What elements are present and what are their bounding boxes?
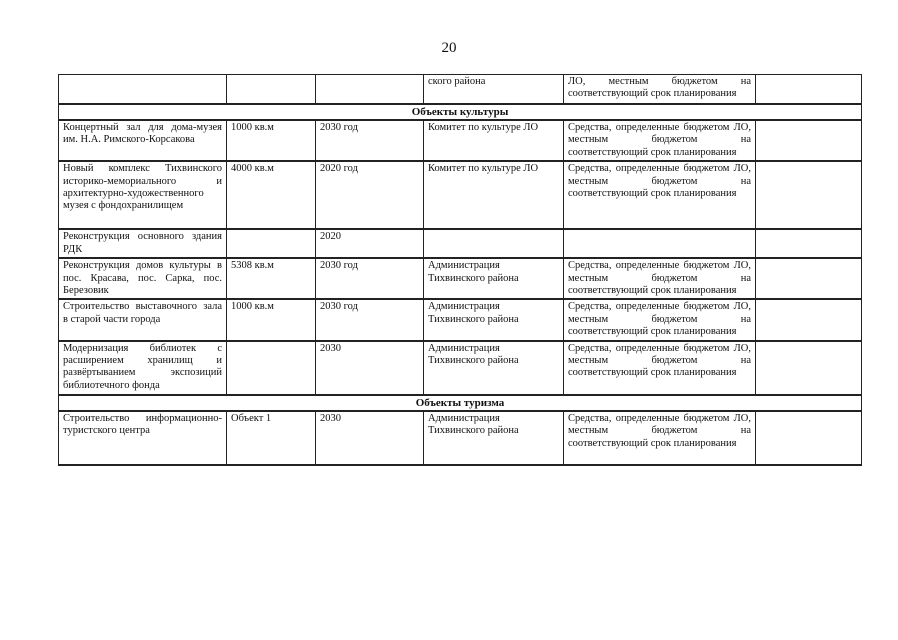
cell-capacity: 5308 кв.м [227, 258, 316, 299]
cell-funding: Средства, определенные бюджетом ЛО, местным бюджетом на соответствующий срок планирования [564, 299, 756, 340]
cell-note [756, 299, 862, 340]
cell-deadline: 2030 [316, 411, 424, 465]
cell-note [756, 229, 862, 258]
planning-table [58, 74, 862, 466]
table-row [59, 411, 862, 465]
cell-capacity: 1000 кв.м [227, 299, 316, 340]
cell-capacity [227, 341, 316, 395]
cell-deadline: 2030 год [316, 120, 424, 161]
cell-capacity: 4000 кв.м [227, 161, 316, 229]
cell-note [756, 161, 862, 229]
section-header-row [59, 104, 862, 120]
table-row [59, 229, 862, 258]
cell-note [756, 120, 862, 161]
cell-deadline: 2020 год [316, 161, 424, 229]
cell-responsible: Комитет по культуре ЛО [424, 120, 564, 161]
cell-note [756, 75, 862, 104]
cell-capacity: Объект 1 [227, 411, 316, 465]
cell-note [756, 411, 862, 465]
cell-funding: ЛО, местным бюджетом на соответствующий срок планирования [564, 75, 756, 104]
table-row [59, 341, 862, 395]
cell-deadline [316, 75, 424, 104]
cell-funding: Средства, определенные бюджетом ЛО, местным бюджетом на соответствующий срок планирования [564, 120, 756, 161]
cell-funding: Средства, определенные бюджетом ЛО, местным бюджетом на соответствующий срок планирования [564, 341, 756, 395]
cell-capacity: 1000 кв.м [227, 120, 316, 161]
cell-object: Реконструкция основного здания РДК [59, 229, 227, 258]
cell-responsible: Администрация Тихвинского района [424, 299, 564, 340]
section-title: Объекты культуры [59, 104, 862, 120]
cell-object: Строительство выставочного зала в старой части города [59, 299, 227, 340]
table-row [59, 299, 862, 340]
table-row [59, 120, 862, 161]
section-header-row [59, 395, 862, 411]
cell-funding: Средства, определенные бюджетом ЛО, местным бюджетом на соответствующий срок планирования [564, 161, 756, 229]
cell-object [59, 75, 227, 104]
cell-object: Концертный зал для дома-музея им. Н.А. Римского-Корсакова [59, 120, 227, 161]
cell-responsible: Администрация Тихвинского района [424, 258, 564, 299]
cell-object: Новый комплекс Тихвинского историко-мемориального и архитектурно-художественного музея с фондохранилищем [59, 161, 227, 229]
cell-object: Строительство информационно-туристского центра [59, 411, 227, 465]
cell-note [756, 258, 862, 299]
cell-object: Модернизация библиотек с расширением хранилищ и развёртыванием экспозиций библиотечного фонда [59, 341, 227, 395]
table-row [59, 161, 862, 229]
cell-capacity [227, 75, 316, 104]
cell-responsible: ского района [424, 75, 564, 104]
table-row-continuation [59, 75, 862, 104]
cell-funding [564, 229, 756, 258]
cell-responsible: Администрация Тихвинского района [424, 341, 564, 395]
cell-responsible: Комитет по культуре ЛО [424, 161, 564, 229]
page-number: 20 [441, 40, 457, 56]
cell-capacity [227, 229, 316, 258]
section-title: Объекты туризма [59, 395, 862, 411]
cell-deadline: 2020 [316, 229, 424, 258]
cell-deadline: 2030 год [316, 299, 424, 340]
cell-object: Реконструкция домов культуры в пос. Красава, пос. Сарка, пос. Березовик [59, 258, 227, 299]
cell-deadline: 2030 год [316, 258, 424, 299]
cell-responsible [424, 229, 564, 258]
table-row [59, 258, 862, 299]
cell-funding: Средства, определенные бюджетом ЛО, местным бюджетом на соответствующий срок планирования [564, 411, 756, 465]
cell-note [756, 341, 862, 395]
cell-funding: Средства, определенные бюджетом ЛО, местным бюджетом на соответствующий срок планирования [564, 258, 756, 299]
cell-deadline: 2030 [316, 341, 424, 395]
cell-responsible: Администрация Тихвинского района [424, 411, 564, 465]
